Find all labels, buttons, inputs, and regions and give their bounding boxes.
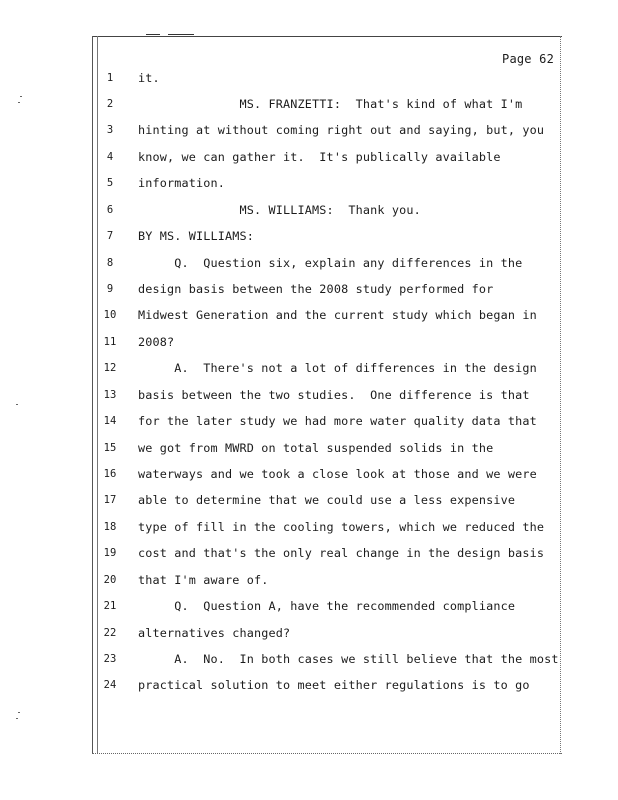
line-number: 20: [103, 574, 117, 586]
line-number: 18: [103, 521, 117, 533]
line-text: cost and that's the only real change in the design basis: [138, 546, 545, 560]
line-number: 15: [103, 442, 117, 454]
line-number: 8: [106, 257, 114, 269]
line-text: BY MS. WILLIAMS:: [138, 229, 255, 243]
scan-speck: [16, 718, 18, 719]
line-number: 24: [103, 679, 117, 691]
line-text: able to determine that we could use a less expensive: [138, 493, 516, 507]
line-text: 2008?: [138, 335, 175, 349]
line-text: waterways and we took a close look at those and we were: [138, 467, 537, 481]
line-number: 23: [103, 653, 117, 665]
line-text: hinting at without coming right out and saying, but, you: [138, 123, 545, 137]
line-text: design basis between the 2008 study performed for: [138, 282, 494, 296]
line-number: 13: [103, 389, 117, 401]
line-text: know, we can gather it. It's publically available: [138, 150, 501, 164]
page-number: Page 62: [502, 52, 554, 66]
line-text: MS. FRANZETTI: That's kind of what I'm: [138, 97, 523, 111]
line-number: 7: [106, 230, 114, 242]
line-text: practical solution to meet either regulations is to go: [138, 678, 530, 692]
line-number: 5: [106, 177, 114, 189]
line-number: 11: [103, 336, 117, 348]
line-number: 4: [106, 151, 114, 163]
line-text: alternatives changed?: [138, 626, 291, 640]
line-text: Midwest Generation and the current study which began in: [138, 308, 537, 322]
header-mark: [146, 34, 160, 35]
scan-speck: [18, 712, 20, 713]
line-number: 9: [106, 283, 114, 295]
page-frame-bottom: [92, 753, 562, 754]
line-text: A. No. In both cases we still believe that the most: [138, 652, 559, 666]
header-mark: [168, 34, 194, 35]
page-frame-top: [92, 36, 562, 37]
line-number: 14: [103, 415, 117, 427]
line-number: 10: [103, 309, 117, 321]
line-number: 1: [106, 72, 114, 84]
page-frame-right: [560, 36, 561, 754]
line-text: type of fill in the cooling towers, which we reduced the: [138, 520, 545, 534]
scan-speck: [16, 404, 18, 405]
line-number: 17: [103, 494, 117, 506]
page-frame-left: [92, 36, 93, 754]
scan-speck: [20, 96, 22, 97]
line-number: 19: [103, 547, 117, 559]
line-text: A. There's not a lot of differences in the design: [138, 361, 537, 375]
line-number: 22: [103, 627, 117, 639]
line-number: 21: [103, 600, 117, 612]
line-text: we got from MWRD on total suspended solids in the: [138, 441, 494, 455]
line-text: basis between the two studies. One difference is that: [138, 388, 530, 402]
line-number: 3: [106, 124, 114, 136]
page-frame-left-inner: [97, 36, 98, 754]
line-text: information.: [138, 176, 226, 190]
line-number: 2: [106, 98, 114, 110]
line-text: MS. WILLIAMS: Thank you.: [138, 203, 421, 217]
line-text: Q. Question six, explain any differences in the: [138, 256, 523, 270]
line-number: 6: [106, 204, 114, 216]
scan-speck: [18, 102, 20, 103]
line-number: 16: [103, 468, 117, 480]
line-text: Q. Question A, have the recommended compliance: [138, 599, 516, 613]
line-text: it.: [138, 71, 160, 85]
line-text: that I'm aware of.: [138, 573, 269, 587]
line-text: for the later study we had more water quality data that: [138, 414, 537, 428]
line-number: 12: [103, 362, 117, 374]
